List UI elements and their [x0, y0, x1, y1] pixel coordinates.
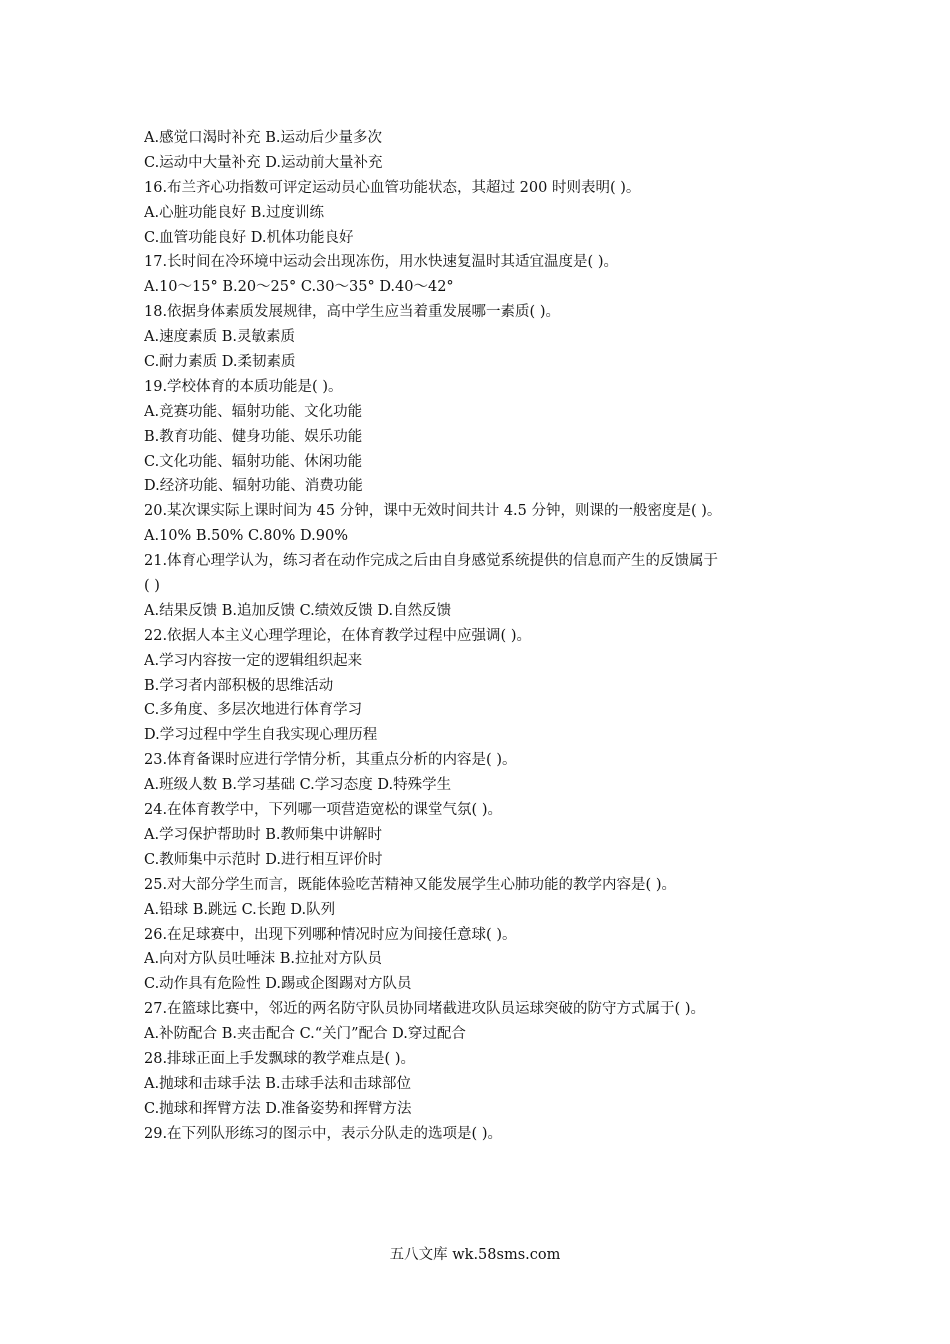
question-text: 28.排球正面上手发飘球的教学难点是( )。 [144, 1050, 415, 1067]
question-text: 25.对大部分学生而言，既能体验吃苦精神又能发展学生心肺功能的教学内容是( )。 [144, 876, 676, 893]
answer-options: A.竞赛功能、辐射功能、文化功能 [144, 403, 363, 420]
answer-options: A.学习保护帮助时 B.教师集中讲解时 [144, 826, 382, 843]
answer-options: C.耐力素质 D.柔韧素质 [144, 354, 296, 371]
answer-options: A.向对方队员吐唾沫 B.拉扯对方队员 [144, 951, 382, 968]
question-text: 17.长时间在冷环境中运动会出现冻伤，用水快速复温时其适宜温度是( )。 [144, 254, 618, 271]
question-text: 18.依据身体素质发展规律，高中学生应当着重发展哪一素质( )。 [144, 304, 560, 321]
answer-options: A.补防配合 B.夹击配合 C.“关门”配合 D.穿过配合 [144, 1026, 466, 1043]
answer-options: A.速度素质 B.灵敏素质 [144, 329, 295, 346]
question-text: 19.学校体育的本质功能是( )。 [144, 378, 343, 395]
answer-options: A.心脏功能良好 B.过度训练 [144, 204, 324, 221]
footer-watermark: 五八文库 wk.58sms.com [389, 1247, 561, 1263]
question-text: 27.在篮球比赛中，邻近的两名防守队员协同堵截进攻队员运球突破的防守方式属于( )。 [144, 1001, 705, 1018]
question-text: 26.在足球赛中，出现下列哪种情况时应为间接任意球( )。 [144, 926, 517, 943]
answer-options: C.动作具有危险性 D.踢或企图踢对方队员 [144, 976, 412, 993]
answer-options: A.10% B.50% C.80% D.90% [144, 528, 348, 545]
question-text: 21.体育心理学认为，练习者在动作完成之后由自身感觉系统提供的信息而产生的反馈属于 [144, 553, 719, 570]
answer-options: A.结果反馈 B.追加反馈 C.绩效反馈 D.自然反馈 [144, 602, 452, 619]
answer-options: C.运动中大量补充 D.运动前大量补充 [144, 154, 383, 171]
answer-options: A.感觉口渴时补充 B.运动后少量多次 [144, 130, 382, 146]
answer-options: A.抛球和击球手法 B.击球手法和击球部位 [144, 1075, 411, 1092]
question-text: ( ) [144, 578, 160, 595]
answer-options: C.教师集中示范时 D.进行相互评价时 [144, 851, 383, 868]
question-text: 16.布兰齐心功指数可评定运动员心血管功能状态，其超过 200 时则表明( )。 [144, 179, 641, 196]
answer-options: C.多角度、多层次地进行体育学习 [144, 702, 363, 719]
answer-options: B.学习者内部积极的思维活动 [144, 677, 334, 694]
question-text: 22.依据人本主义心理学理论，在体育教学过程中应强调( )。 [144, 627, 531, 644]
answer-options: C.血管功能良好 D.机体功能良好 [144, 229, 354, 246]
answer-options: B.教育功能、健身功能、娱乐功能 [144, 428, 363, 445]
question-text: 20.某次课实际上课时间为 45 分钟，课中无效时间共计 4.5 分钟，则课的一般密度是( )。 [144, 503, 722, 520]
answer-options: A.10～15° B.20～25° C.30～35° D.40～42° [144, 279, 454, 296]
answer-options: C.抛球和挥臂方法 D.准备姿势和挥臂方法 [144, 1100, 412, 1117]
answer-options: D.经济功能、辐射功能、消费功能 [144, 478, 363, 495]
question-text: 24.在体育教学中，下列哪一项营造宽松的课堂气氛( )。 [144, 802, 502, 819]
question-text: 23.体育备课时应进行学情分析，其重点分析的内容是( )。 [144, 752, 517, 769]
answer-options: A.学习内容按一定的逻辑组织起来 [144, 652, 363, 669]
answer-options: D.学习过程中学生自我实现心理历程 [144, 727, 378, 744]
question-text: 29.在下列队形练习的图示中，表示分队走的选项是( )。 [144, 1125, 502, 1142]
question-list [144, 126, 814, 1147]
answer-options: A.班级人数 B.学习基础 C.学习态度 D.特殊学生 [144, 777, 452, 794]
answer-options: A.铅球 B.跳远 C.长跑 D.队列 [144, 901, 336, 918]
answer-options: C.文化功能、辐射功能、休闲功能 [144, 453, 363, 470]
